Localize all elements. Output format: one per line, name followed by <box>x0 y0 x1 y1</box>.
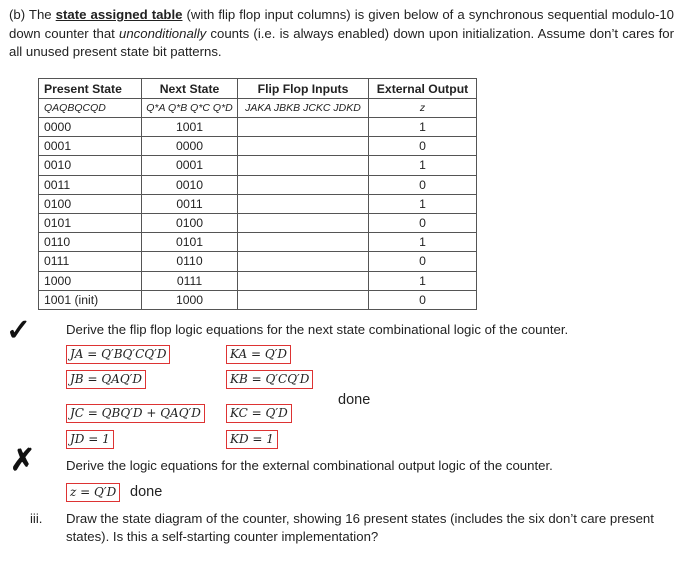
cell-ps: 0011 <box>39 175 142 194</box>
cell-ns: 1000 <box>142 290 238 309</box>
cell-z: 1 <box>369 156 477 175</box>
cross-mark-icon: ✗ <box>10 444 36 477</box>
cell-ns: 0110 <box>142 252 238 271</box>
cell-ps: 0110 <box>39 233 142 252</box>
header-next-state: Next State <box>142 79 238 99</box>
cell-ps: 0001 <box>39 137 142 156</box>
cell-ps: 1000 <box>39 271 142 290</box>
cell-ps: 0111 <box>39 252 142 271</box>
table-row <box>39 194 477 213</box>
subheader-present-state: QAQBQCQD <box>39 99 142 118</box>
subheader-output: z <box>369 99 477 118</box>
equation-jc: JC = QBQ′D + QAQ′D <box>66 404 205 423</box>
cell-z: 0 <box>369 213 477 232</box>
table-row <box>39 137 477 156</box>
cell-ps: 0000 <box>39 118 142 137</box>
table-row <box>39 213 477 232</box>
cell-z: 1 <box>369 118 477 137</box>
intro-paragraph <box>9 6 674 62</box>
part-i-text: Derive the flip flop logic equations for the next state combinational logic of the counter. <box>66 322 569 337</box>
cell-ns: 0011 <box>142 194 238 213</box>
table-header-row <box>39 79 477 99</box>
cell-ff <box>238 290 369 309</box>
cell-ns: 0101 <box>142 233 238 252</box>
table-row <box>39 118 477 137</box>
intro-bold: state assigned table <box>55 7 183 22</box>
equation-ja: JA = Q′BQ′CQ′D <box>66 345 170 364</box>
cell-ff <box>238 233 369 252</box>
equation-kc: KC = Q′D <box>226 404 292 423</box>
cell-ns: 0111 <box>142 271 238 290</box>
table-row <box>39 156 477 175</box>
cell-z: 0 <box>369 137 477 156</box>
subheader-ff-inputs: JAKA JBKB JCKC JDKD <box>238 99 369 118</box>
cell-ns: 0000 <box>142 137 238 156</box>
table-row <box>39 271 477 290</box>
cell-ps: 0010 <box>39 156 142 175</box>
table-row <box>39 233 477 252</box>
cell-z: 0 <box>369 290 477 309</box>
part-ii-text: Derive the logic equations for the external combinational output logic of the counter. <box>66 458 553 473</box>
part-iii-label: iii. <box>30 511 43 526</box>
cell-ff <box>238 194 369 213</box>
header-present-state: Present State <box>39 79 142 99</box>
cell-ns: 0100 <box>142 213 238 232</box>
cell-ns: 1001 <box>142 118 238 137</box>
cell-ns: 0001 <box>142 156 238 175</box>
header-ff-inputs: Flip Flop Inputs <box>238 79 369 99</box>
cell-ff <box>238 213 369 232</box>
subheader-next-state: Q*A Q*B Q*C Q*D <box>142 99 238 118</box>
check-mark-icon: ✓ <box>6 314 32 347</box>
cell-ps: 1001 (init) <box>39 290 142 309</box>
equation-kb: KB = Q′CQ′D <box>226 370 313 389</box>
equation-z: z = Q′D <box>66 483 120 502</box>
part-i-done: done <box>338 392 371 408</box>
table-subheader-row <box>39 99 477 118</box>
cell-ns: 0010 <box>142 175 238 194</box>
cell-z: 0 <box>369 252 477 271</box>
table-row <box>39 290 477 309</box>
intro-mid2: counts (i.e. is always enabled) down upon initialization. Assume don’t cares for all unused present state bit patterns. <box>9 25 674 59</box>
part-iii-text: Draw the state diagram of the counter, showing 16 present states (includes the six don’t care present states). Is this a self-starting counter implementation? <box>66 511 654 544</box>
header-output: External Output <box>369 79 477 99</box>
cell-ff <box>238 252 369 271</box>
cell-ff <box>238 175 369 194</box>
cell-ff <box>238 156 369 175</box>
equation-kd: KD = 1 <box>226 430 278 449</box>
cell-z: 0 <box>369 175 477 194</box>
intro-prefix: (b) The <box>9 7 56 22</box>
equation-jb: JB = QAQ′D <box>66 370 146 389</box>
cell-z: 1 <box>369 194 477 213</box>
equation-jd: JD = 1 <box>66 430 114 449</box>
intro-italic: unconditionally <box>119 25 207 41</box>
table-row <box>39 175 477 194</box>
table-row <box>39 252 477 271</box>
cell-ff <box>238 271 369 290</box>
cell-ps: 0100 <box>39 194 142 213</box>
cell-ps: 0101 <box>39 213 142 232</box>
equation-ka: KA = Q′D <box>226 345 291 364</box>
cell-ff <box>238 118 369 137</box>
cell-z: 1 <box>369 233 477 252</box>
state-table <box>38 78 477 310</box>
cell-ff <box>238 137 369 156</box>
part-ii-done: done <box>130 484 163 500</box>
intro-mid1: (with flip flop input columns) is given below of a synchronous sequential modulo-10 down counter that <box>9 7 675 41</box>
cell-z: 1 <box>369 271 477 290</box>
